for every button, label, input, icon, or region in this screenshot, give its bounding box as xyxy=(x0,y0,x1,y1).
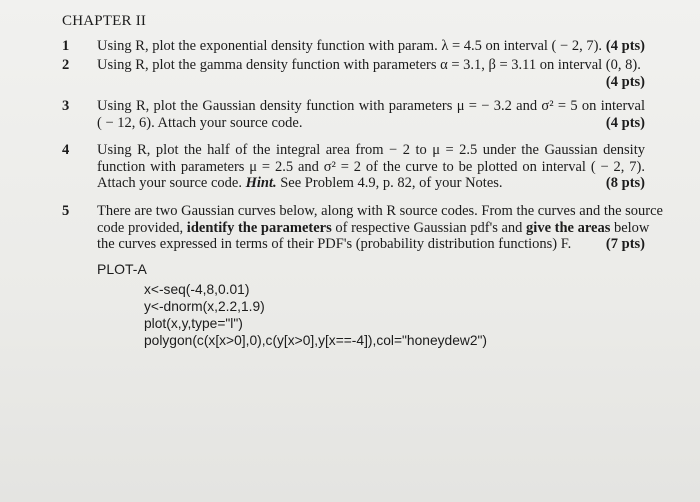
problem-5-line-1: There are two Gaussian curves below, along with R source codes. From the curves and the source xyxy=(97,203,663,219)
problem-4-line-3: Attach your source code. xyxy=(97,175,242,191)
problem-2-points: (4 pts) xyxy=(605,73,645,90)
code-line: x<-seq(-4,8,0.01) xyxy=(144,282,250,297)
problem-2-number: 2 xyxy=(62,57,70,73)
plot-a-label: PLOT-A xyxy=(97,261,147,277)
problem-5-bold-areas: give the areas xyxy=(526,219,611,236)
problem-5-line-3: the curves expressed in terms of their PDF's (probability distribution functions) F. xyxy=(97,236,572,252)
problem-4-line-1: Using R, plot the half of the integral area from − 2 to μ = 2.5 under the Gaussian density xyxy=(97,142,645,158)
problem-2-text: Using R, plot the gamma density function with parameters α = 3.1, β = 3.11 on interval (0, 8). xyxy=(97,57,641,73)
problem-1 xyxy=(97,38,645,55)
problem-3-line-2: ( − 12, 6). Attach your source code. xyxy=(97,114,303,131)
problem-4-number: 4 xyxy=(62,142,70,158)
problem-5-bold-parameters: identify the parameters xyxy=(186,219,332,236)
problem-5-number: 5 xyxy=(62,203,70,219)
problem-4-hint-text: See Problem 4.9, p. 82, of your Notes. xyxy=(280,175,503,191)
code-line: y<-dnorm(x,2.2,1.9) xyxy=(144,299,265,314)
code-line: polygon(c(x[x>0],0),c(y[x>0],y[x==-4]),col="honeydew2") xyxy=(144,333,487,348)
r-source-code xyxy=(144,281,487,349)
problem-1-points: (4 pts) xyxy=(605,38,645,54)
problem-4 xyxy=(97,142,645,192)
problem-5-points: (7 pts) xyxy=(605,236,645,252)
problem-5 xyxy=(97,203,663,253)
problem-3 xyxy=(97,98,645,131)
code-line: plot(x,y,type="l") xyxy=(144,316,243,331)
problem-4-line-2: function with parameters μ = 2.5 and σ² = 2 of the curve to be plotted on interval ( − 2, 7). xyxy=(97,158,645,175)
problem-3-points: (4 pts) xyxy=(605,114,645,131)
problem-5-line-2: code provided, identify the parameters of respective Gaussian pdf's and give the areas below xyxy=(97,219,650,236)
problem-3-line-1: Using R, plot the Gaussian density function with parameters μ = − 3.2 and σ² = 5 on interval xyxy=(97,98,645,114)
problem-1-number: 1 xyxy=(62,38,70,54)
problem-4-points: (8 pts) xyxy=(605,175,645,191)
chapter-heading: CHAPTER II xyxy=(62,13,147,29)
problem-3-number: 3 xyxy=(62,98,70,114)
problem-1-text: Using R, plot the exponential density function with param. λ = 4.5 on interval ( − 2, 7). xyxy=(97,38,603,54)
problem-4-hint-label: Hint. xyxy=(245,175,277,191)
problem-2 xyxy=(97,57,645,90)
